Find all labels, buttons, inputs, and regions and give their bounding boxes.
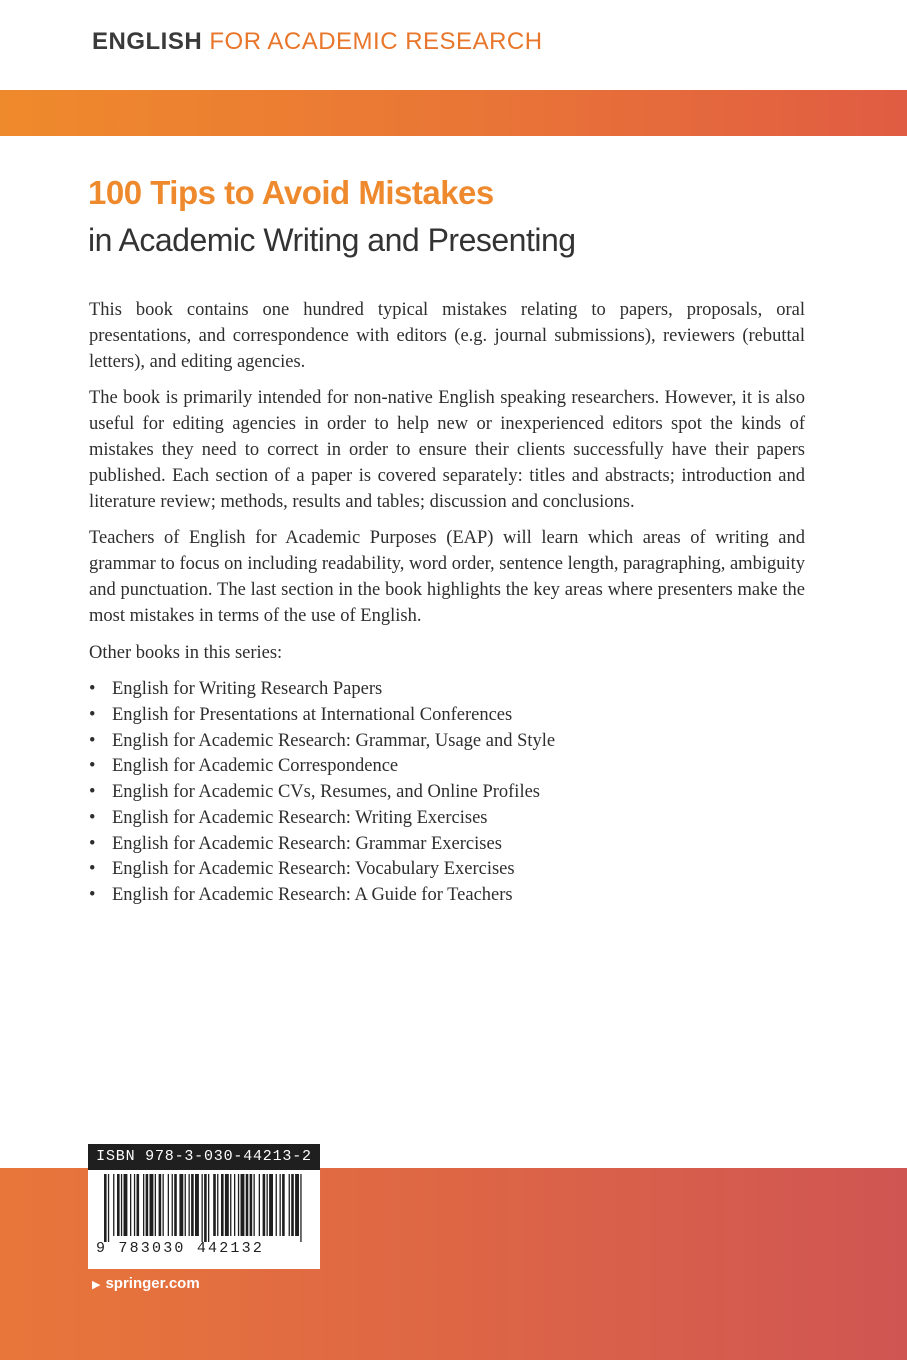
- barcode-bar: [204, 1174, 207, 1242]
- book-subtitle: in Academic Writing and Presenting: [88, 222, 576, 258]
- barcode-bar: [163, 1174, 164, 1236]
- barcode-bar: [234, 1174, 235, 1236]
- barcode-digits: 9 783030 442132: [96, 1240, 265, 1257]
- barcode-bar: [179, 1174, 183, 1236]
- other-books-list: [89, 677, 805, 908]
- barcode-bar: [225, 1174, 229, 1236]
- bullet-icon: •: [89, 782, 96, 803]
- barcode-bar: [291, 1174, 294, 1236]
- barcode-bar: [155, 1174, 156, 1236]
- barcode-bar: [108, 1174, 109, 1242]
- barcode-bar: [263, 1174, 266, 1236]
- barcode-bar: [117, 1174, 120, 1236]
- list-item: • English for Presentations at International Conferences: [89, 703, 805, 729]
- barcode-bar: [146, 1174, 149, 1236]
- bullet-icon: •: [89, 807, 96, 828]
- barcode-bar: [289, 1174, 290, 1236]
- arrow-right-icon: ▶: [92, 1279, 101, 1291]
- isbn-label: ISBN 978-3-030-44213-2: [88, 1144, 320, 1170]
- barcode-bar: [300, 1174, 301, 1242]
- bullet-icon: •: [89, 756, 96, 777]
- barcode-icon: [88, 1174, 320, 1242]
- barcode-bar: [134, 1174, 135, 1236]
- barcode-bar: [202, 1174, 203, 1242]
- bullet-icon: •: [89, 730, 96, 751]
- bullet-icon: •: [89, 859, 96, 880]
- barcode-bar: [143, 1174, 144, 1236]
- barcode-bar: [254, 1174, 255, 1236]
- barcode-bar: [124, 1174, 128, 1236]
- barcode-bar: [191, 1174, 194, 1236]
- barcode-bar: [246, 1174, 249, 1236]
- other-books-heading: Other books in this series:: [89, 642, 283, 663]
- barcode-bar: [280, 1174, 281, 1236]
- bullet-icon: •: [89, 705, 96, 726]
- barcode-bar: [113, 1174, 114, 1236]
- barcode-bar: [130, 1174, 131, 1236]
- barcode-bar: [195, 1174, 199, 1236]
- barcode-bar: [174, 1174, 177, 1236]
- barcode-bar: [168, 1174, 169, 1236]
- list-item: • English for Academic Research: Grammar Exercises: [89, 832, 805, 858]
- barcode-bar: [150, 1174, 154, 1236]
- series-title: [92, 28, 543, 56]
- barcode-bar: [121, 1174, 122, 1236]
- publisher-link[interactable]: [92, 1275, 200, 1292]
- blurb-paragraph-1: This book contains one hundred typical mistakes relating to papers, proposals, oral presentations, and correspondence with editors (e.g. journal submissions), reviewers (rebuttal letters), and editing agencies.: [89, 300, 805, 372]
- blurb-paragraph-3: Teachers of English for Academic Purposes (EAP) will learn which areas of writing and grammar to focus on including readability, word order, sentence length, paragraphing, ambiguity and punctuation. The last section in the book highlights the key areas where presenters make the most mistakes in terms of the use of English.: [89, 528, 805, 626]
- top-color-band: [0, 90, 907, 136]
- barcode-bar: [185, 1174, 186, 1236]
- bullet-icon: •: [89, 833, 96, 854]
- barcode-bar: [217, 1174, 218, 1236]
- barcode-bar: [230, 1174, 231, 1236]
- list-item: • English for Academic Research: A Guide for Teachers: [89, 883, 805, 909]
- barcode-bar: [208, 1174, 209, 1242]
- blurb-paragraph-2: The book is primarily intended for non-native English speaking researchers. However, it is also useful for editing agencies in order to help new or inexperienced editors spot the kinds of mistakes they need to correct in order to ensure their clients successfully have their papers published. Each section of a paper is covered separately: titles and abstracts; introduction and literature review; methods, results and tables; discussion and conclusions.: [89, 388, 805, 512]
- barcode-bar: [221, 1174, 224, 1236]
- publisher-link-text: springer.com: [105, 1275, 200, 1292]
- list-item: • English for Academic Correspondence: [89, 754, 805, 780]
- barcode-bar: [269, 1174, 273, 1236]
- barcode-bar: [137, 1174, 140, 1236]
- list-item: • English for Academic Research: Grammar, Usage and Style: [89, 729, 805, 755]
- barcode-bar: [159, 1174, 162, 1236]
- barcode-bar: [241, 1174, 245, 1236]
- barcode-bar: [213, 1174, 216, 1236]
- barcode-bar: [259, 1174, 260, 1236]
- barcode-bar: [238, 1174, 239, 1236]
- bullet-icon: •: [89, 884, 96, 905]
- bullet-icon: •: [89, 679, 96, 700]
- series-title-bold: ENGLISH: [92, 28, 203, 55]
- list-item: • English for Academic Research: Writing Exercises: [89, 806, 805, 832]
- barcode-bar: [250, 1174, 253, 1236]
- blurb: [89, 298, 805, 909]
- list-item: • English for Writing Research Papers: [89, 677, 805, 703]
- list-item: • English for Academic Research: Vocabulary Exercises: [89, 857, 805, 883]
- barcode-bar: [282, 1174, 285, 1236]
- barcode-bar: [295, 1174, 299, 1236]
- barcode-bar: [276, 1174, 277, 1236]
- book-title: 100 Tips to Avoid Mistakes: [88, 174, 494, 211]
- barcode-bar: [267, 1174, 268, 1236]
- barcode-bar: [189, 1174, 190, 1236]
- list-item: • English for Academic CVs, Resumes, and Online Profiles: [89, 780, 805, 806]
- series-title-rest: FOR ACADEMIC RESEARCH: [209, 28, 543, 55]
- barcode-bar: [172, 1174, 173, 1236]
- barcode-panel: [88, 1144, 320, 1269]
- barcode-bar: [104, 1174, 107, 1242]
